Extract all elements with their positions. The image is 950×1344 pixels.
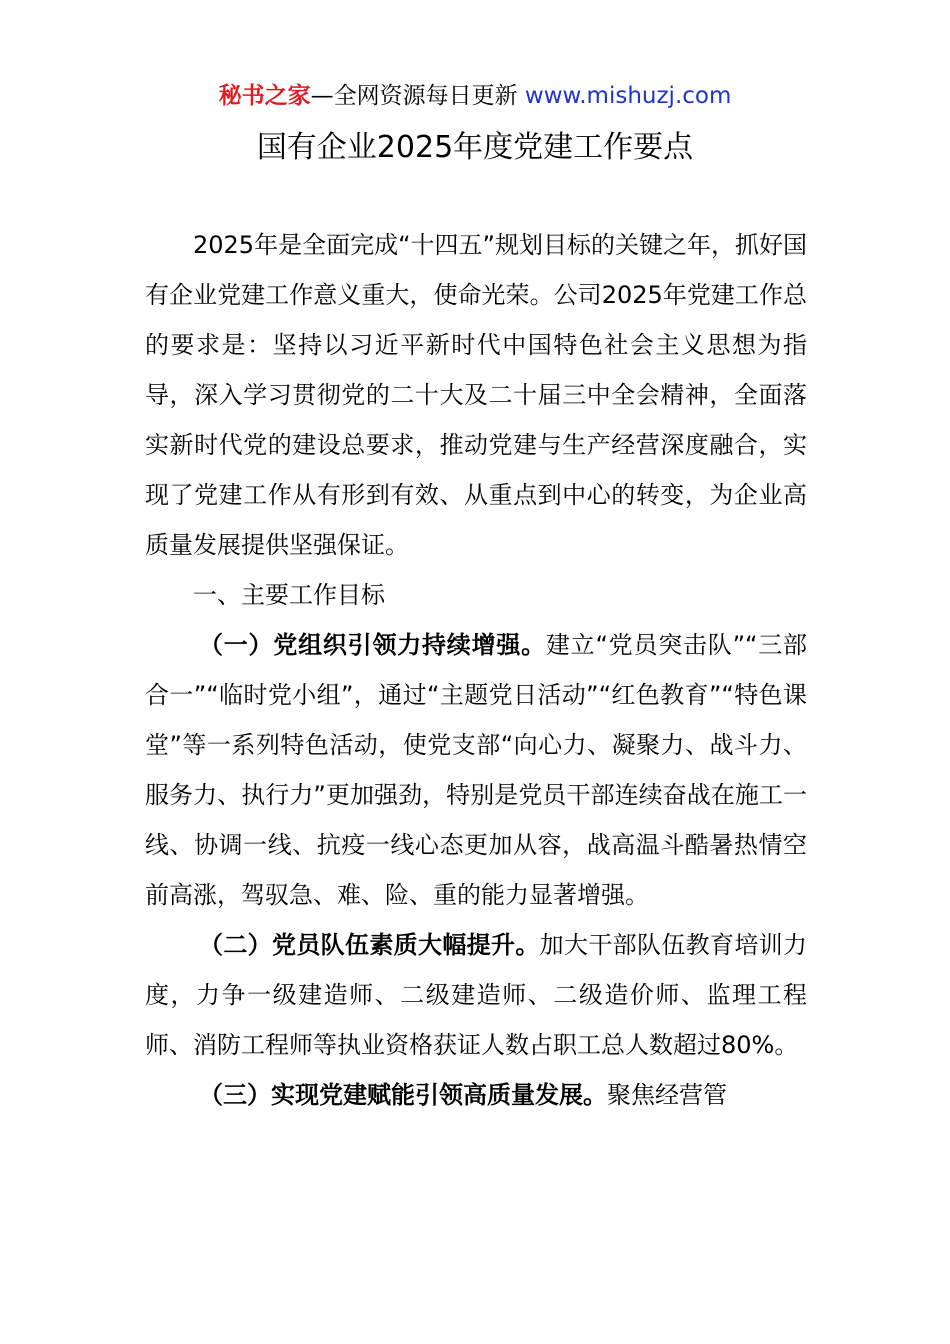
brand-name: 秘书之家 (218, 83, 311, 109)
item-text: 加大干部队伍教育培训力度，力争一级建造师、二级建造师、二级造价师、监理工程师、消防工程师等执业资格获证人数占职工总人数超过80%。 (145, 931, 808, 1059)
list-item (145, 1070, 807, 1120)
item-text: 聚焦经营管 (607, 1081, 727, 1109)
list-item (145, 920, 807, 1070)
list-item (145, 620, 807, 920)
site-banner (0, 80, 950, 112)
item-heading: （二）党员队伍素质大幅提升。 (199, 931, 540, 959)
item-text: 建立“党员突击队”“三部合一”“临时党小组”，通过“主题党日活动”“红色教育”“特色课堂”等一系列特色活动，使党支部“向心力、凝聚力、战斗力、服务力、执行力”更加强劲，特别是党员干部连续奋战在施工一线、协调一线、抗疫一线心态更加从容，战高温斗酷暑热情空前高涨，驾驭急、难、险、重的能力显著增强。 (145, 631, 807, 909)
document-title: 国有企业2025年度党建工作要点 (256, 130, 694, 165)
banner-tagline: —全网资源每日更新 (310, 83, 518, 109)
intro-paragraph: 2025年是全面完成“十四五”规划目标的关键之年，抓好国有企业党建工作意义重大，使命光荣。公司2025年党建工作总的要求是：坚持以习近平新时代中国特色社会主义思想为指导，深入学习贯彻党的二十大及二十届三中全会精神，全面落实新时代党的建设总要求，推动党建与生产经营深度融合，实现了党建工作从有形到有效、从重点到中心的转变，为企业高质量发展提供坚强保证。 (145, 231, 807, 559)
document-body (145, 220, 807, 1120)
item-heading: （三）实现党建赋能引领高质量发展。 (199, 1081, 607, 1109)
site-url-link[interactable]: www.mishuzj.com (524, 83, 732, 109)
item-heading: （一）党组织引领力持续增强。 (199, 631, 546, 659)
section-heading: 一、主要工作目标 (193, 581, 385, 609)
